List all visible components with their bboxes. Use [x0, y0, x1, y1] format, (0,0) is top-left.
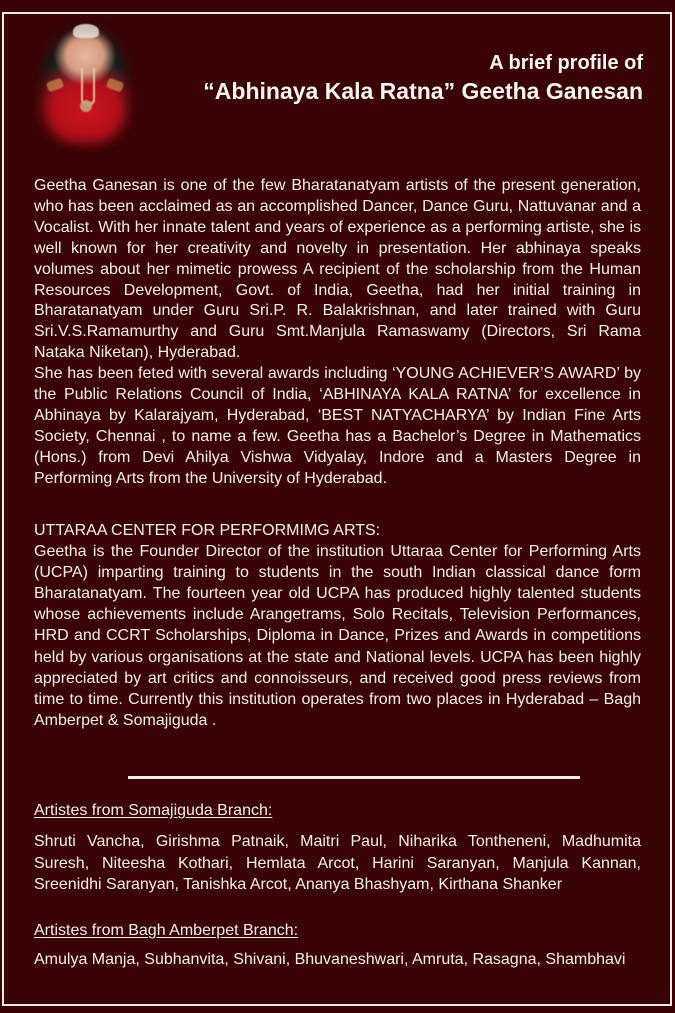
pendant — [80, 100, 92, 112]
artist-list-somajiguda: Shruti Vancha, Girishma Patnaik, Maitri Paul, Niharika Tontheneni, Madhumita Suresh, Niteesha Kothari, Hemlata Arcot, Harini Saranyan, Manjula Kannan, Sreenidhi Saranyan, Tanishka Arcot, Ananya Bhashyam, Kirthana Shanker — [34, 833, 641, 893]
saree-border-right — [106, 78, 124, 93]
page-title: “Abhinaya Kala Ratna” Geetha Ganesan — [203, 78, 643, 104]
bio-paragraph-2: She has been feted with several awards including ‘YOUNG ACHIEVER’S AWARD’ by the Public Relations Council of India, ‘ABHINAYA KALA RATNA’ for excellence in Abhinaya by Kalarajyam, Hyderabad, ‘BEST NATYACHARYA’ by Indian Fine Arts Society, Chennai , to name a few. Geetha has a Bachelor’s Degree in Mathematics (Hons.) from Devi Ahilya Vishwa Vidyalay, Indore and a Masters Degree in Performing Arts from the University of Hyderabad. — [34, 365, 641, 487]
page-header — [203, 50, 643, 106]
branch-somajiguda — [34, 800, 641, 896]
artist-list-bagh-amberpet: Amulya Manja, Subhanvita, Shivani, Bhuvaneshwari, Amruta, Rasagna, Shambhavi — [34, 951, 626, 968]
branch-heading-somajiguda: Artistes from Somajiguda Branch: — [34, 802, 273, 819]
saree-border-left — [46, 78, 64, 93]
ucpa-heading: UTTARAA CENTER FOR PERFORMIMG ARTS: — [34, 522, 381, 539]
ucpa-section — [34, 520, 641, 731]
ucpa-paragraph: Geetha is the Founder Director of the institution Uttaraa Center for Performing Arts (UCPA) imparting training to students in the south Indian classical dance form Bharatanatyam. The fourteen year old UCPA has produced highly talented students whose achievements include Arangetrams, Solo Recitals, Television Performances, HRD and CCRT Scholarships, Diploma in Dance, Prizes and Awards in competitions held by various organisations at the state and National levels. UCPA has been highly appreciated by art critics and connoisseurs, and received good press reviews from time to time. Currently this institution operates from two places in Hyderabad – Bagh Amberpet & Somajiguda . — [34, 543, 641, 729]
header-subtitle: A brief profile of — [489, 52, 643, 74]
bio-section — [34, 176, 641, 490]
dancer-portrait-image — [33, 18, 137, 152]
section-divider — [128, 776, 580, 779]
branch-bagh-amberpet — [34, 920, 641, 971]
hair-ornament — [73, 24, 99, 38]
branch-heading-bagh-amberpet: Artistes from Bagh Amberpet Branch: — [34, 922, 299, 939]
bio-paragraph-1: Geetha Ganesan is one of the few Bharatanatyam artists of the present generation, who has been acclaimed as an accomplished Dancer, Dance Guru, Nattuvanar and a Vocalist. With her innate talent and years of experience as a performing artiste, she is well known for her creativity and novelty in presentation. Her abhinaya speaks volumes about her mimetic prowess A recipient of the scholarship from the Human Resources Development, Govt. of India, Geetha, had her initial training in Bharatanatyam under Guru Sri.P. R. Balakrishnan, and later trained with Guru Sri.V.S.Ramamurthy and Guru Smt.Manjula Ramaswamy (Directors, Sri Rama Nataka Niketan), Hyderabad. — [34, 177, 641, 362]
